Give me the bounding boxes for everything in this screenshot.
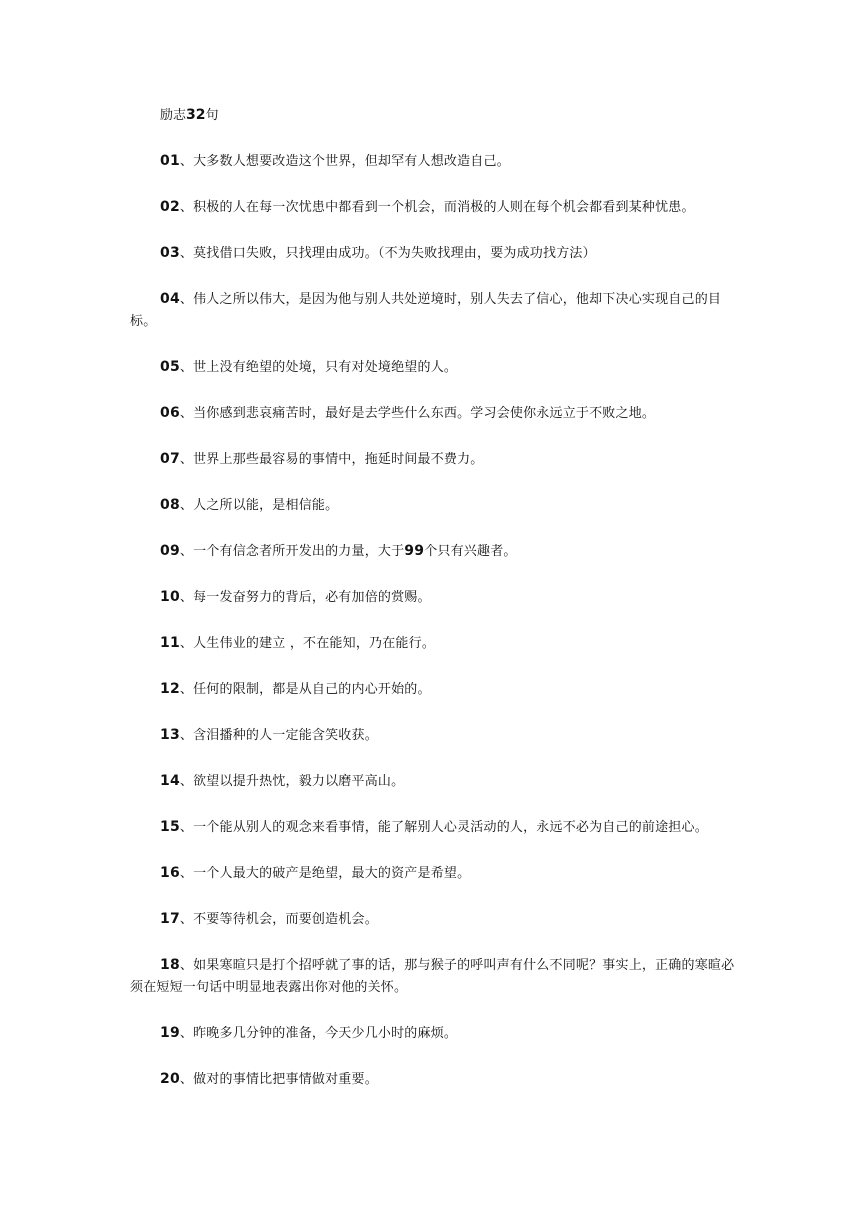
title-number: 32 — [186, 107, 206, 123]
quote-text: 、世界上那些最容易的事情中，拖延时间最不费力。 — [179, 452, 484, 467]
quote-text-continued: 个只有兴趣者。 — [424, 544, 517, 559]
document-body — [130, 104, 735, 1114]
quote-number: 09 — [160, 543, 180, 559]
quote-text: 、昨晚多几分钟的准备，今天少几小时的麻烦。 — [179, 1026, 458, 1041]
quote-item — [130, 1068, 735, 1091]
quote-text: 、莫找借口失败，只找理由成功。（不为失败找理由，要为成功找方法） — [179, 246, 596, 261]
quote-number: 07 — [160, 451, 180, 467]
quote-number: 02 — [160, 199, 180, 215]
quote-number: 16 — [160, 865, 180, 881]
quote-text: 、伟人之所以伟大，是因为他与别人共处逆境时，别人失去了信心，他却下决心实现自己的目标。 — [130, 292, 722, 329]
quote-item — [130, 150, 735, 173]
quote-text: 、世上没有绝望的处境，只有对处境绝望的人。 — [179, 360, 458, 375]
quote-item — [130, 954, 735, 999]
quote-text: 、人生伟业的建立 ，不在能知，乃在能行。 — [179, 636, 436, 651]
quote-text: 、欲望以提升热忱，毅力以磨平高山。 — [179, 774, 405, 789]
quote-number: 20 — [160, 1071, 180, 1087]
quote-item — [130, 816, 735, 839]
quote-item — [130, 678, 735, 701]
quote-number: 18 — [160, 957, 180, 973]
quote-item — [130, 724, 735, 747]
quote-text: 、含泪播种的人一定能含笑收获。 — [179, 728, 378, 743]
quote-text: 、不要等待机会，而要创造机会。 — [179, 912, 378, 927]
quote-text: 、每一发奋努力的背后，必有加倍的赏赐。 — [179, 590, 431, 605]
quote-text: 、一个能从别人的观念来看事情，能了解别人心灵活动的人，永远不必为自己的前途担心。 — [179, 820, 708, 835]
quote-item — [130, 540, 735, 563]
quote-number: 01 — [160, 153, 180, 169]
quote-item — [130, 242, 735, 265]
quote-item — [130, 356, 735, 379]
quote-text: 、一个有信念者所开发出的力量，大于 — [179, 544, 405, 559]
quote-inline-number: 99 — [404, 543, 425, 559]
quote-text: 、做对的事情比把事情做对重要。 — [179, 1072, 378, 1087]
quote-number: 08 — [160, 497, 180, 513]
quote-text: 、人之所以能，是相信能。 — [179, 498, 339, 513]
quote-number: 13 — [160, 727, 180, 743]
quote-number: 15 — [160, 819, 180, 835]
quote-item — [130, 448, 735, 471]
quote-number: 19 — [160, 1025, 180, 1041]
quote-text: 、大多数人想要改造这个世界，但却罕有人想改造自己。 — [179, 154, 510, 169]
quote-item — [130, 862, 735, 885]
quote-item — [130, 1022, 735, 1045]
quote-item — [130, 632, 735, 655]
quote-text: 、一个人最大的破产是绝望，最大的资产是希望。 — [179, 866, 471, 881]
quote-number: 04 — [160, 291, 180, 307]
quote-number: 03 — [160, 245, 180, 261]
quote-number: 12 — [160, 681, 180, 697]
quote-item — [130, 288, 735, 333]
quote-item — [130, 402, 735, 425]
quote-number: 14 — [160, 773, 180, 789]
quote-item — [130, 908, 735, 931]
quote-number: 11 — [160, 635, 180, 651]
quote-item — [130, 196, 735, 219]
quote-item — [130, 586, 735, 609]
quote-text: 、当你感到悲哀痛苦时，最好是去学些什么东西。学习会使你永远立于不败之地。 — [179, 406, 656, 421]
quote-text: 、积极的人在每一次忧患中都看到一个机会，而消极的人则在每个机会都看到某种忧患。 — [179, 200, 695, 215]
title-prefix: 励志 — [160, 108, 187, 123]
quote-item — [130, 770, 735, 793]
quote-number: 05 — [160, 359, 180, 375]
quote-text: 、任何的限制，都是从自己的内心开始的。 — [179, 682, 431, 697]
quote-text: 、如果寒暄只是打个招呼就了事的话，那与猴子的呼叫声有什么不同呢？事实上，正确的寒暄必须在短短一句话中明显地表露出你对他的关怀。 — [130, 958, 735, 995]
quote-number: 06 — [160, 405, 180, 421]
title-suffix: 句 — [205, 108, 219, 123]
quote-item — [130, 494, 735, 517]
quote-number: 10 — [160, 589, 180, 605]
quote-number: 17 — [160, 911, 180, 927]
document-title — [130, 104, 735, 127]
